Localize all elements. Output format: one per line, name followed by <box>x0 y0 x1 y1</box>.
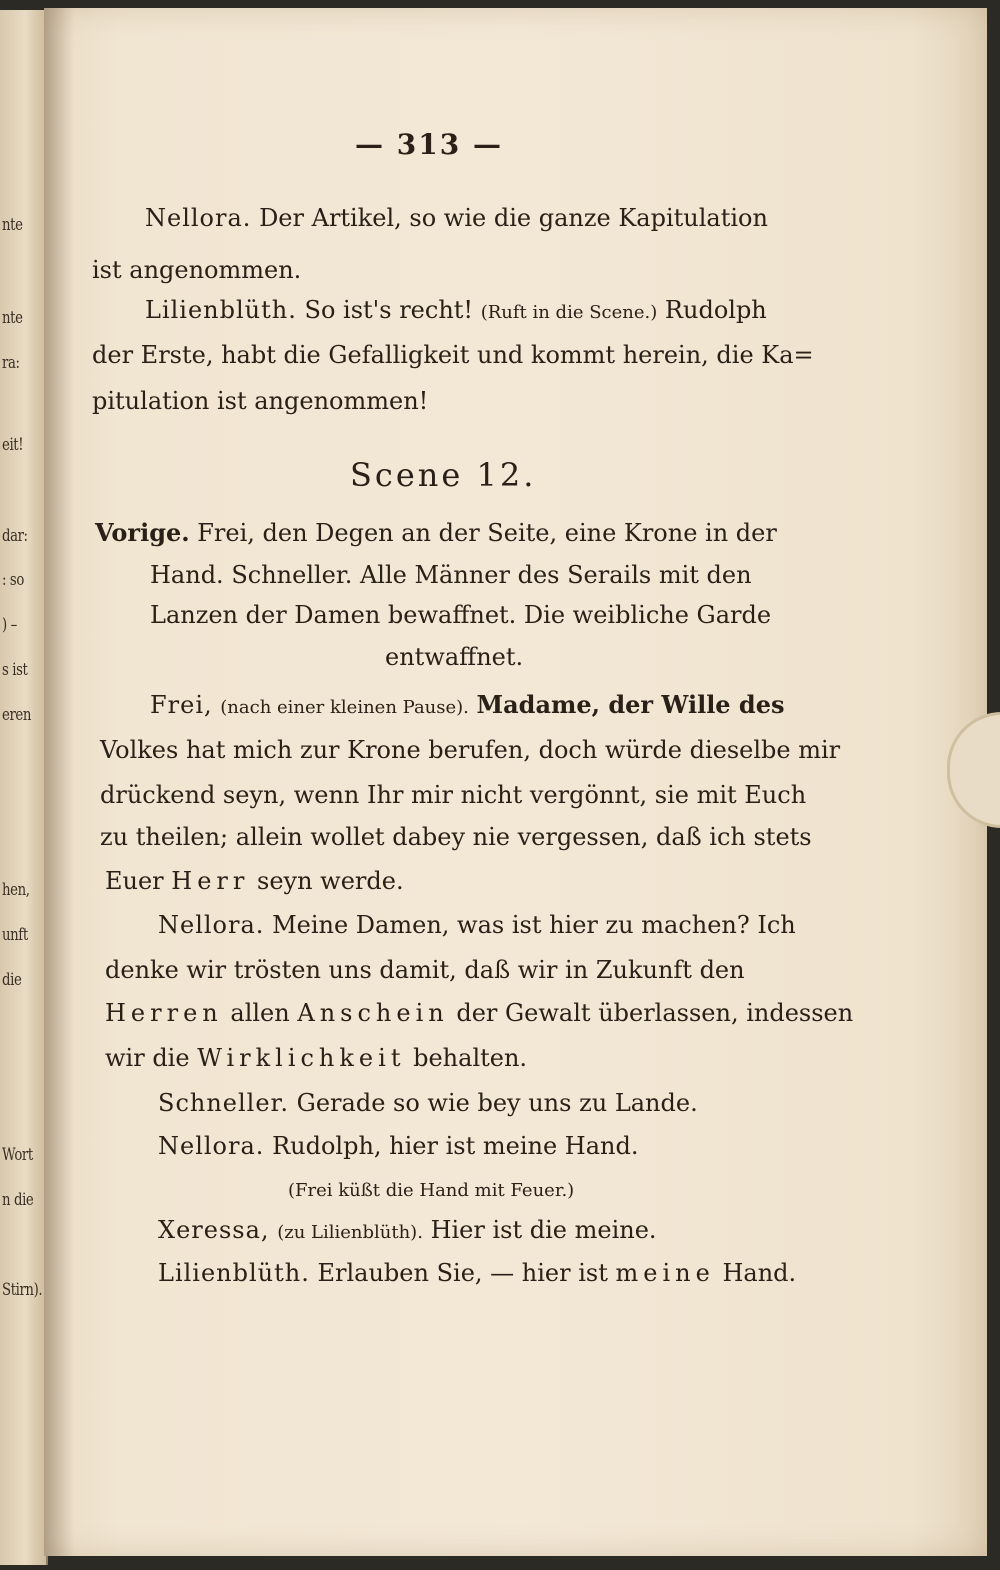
line-text: Euer <box>105 867 164 895</box>
line-text: Der Artikel, so wie die ganze Kapitulation <box>259 204 768 232</box>
line-text: Herr <box>171 867 250 895</box>
text-line <box>145 295 767 328</box>
margin-fragment: : so <box>2 570 24 590</box>
line-text: Rudolph, hier ist meine Hand. <box>272 1132 639 1160</box>
margin-fragment: s ist <box>2 660 28 680</box>
text-line: Hand. Schneller. Alle Männer des Serails mit den <box>150 561 752 589</box>
stage-label: Vorige. <box>95 518 190 547</box>
margin-fragment: nte <box>2 308 23 328</box>
text-line: der Erste, habt die Gefalligkeit und kommt herein, die Ka= <box>92 341 814 369</box>
text-line <box>95 518 777 548</box>
stage-direction: (Frei küßt die Hand mit Feuer.) <box>288 1180 575 1201</box>
margin-fragment: ra: <box>2 353 20 373</box>
line-text: Hier ist die meine. <box>430 1216 657 1244</box>
line-text: Meine Damen, was ist hier zu machen? Ich <box>272 911 796 939</box>
line-text: Frei, den Degen an der Seite, eine Krone in der <box>197 519 777 547</box>
speaker-name: Xeressa, <box>158 1216 270 1244</box>
margin-fragment: Wort <box>2 1145 33 1165</box>
line-text: Herren <box>105 999 223 1027</box>
text-line <box>158 1258 796 1288</box>
line-text: behalten. <box>413 1044 528 1072</box>
margin-fragment: eren <box>2 705 32 725</box>
speaker-name: Lilienblüth. <box>145 296 297 324</box>
line-text: allen <box>230 999 290 1027</box>
text-line: entwaffnet. <box>385 643 524 671</box>
margin-fragment: Stirn). <box>2 1280 43 1300</box>
text-line: Volkes hat mich zur Krone berufen, doch würde dieselbe mir <box>100 736 841 764</box>
text-line <box>158 910 796 940</box>
line-text: Rudolph <box>664 296 767 324</box>
line-text: Hand. <box>722 1259 797 1287</box>
stage-direction: (Ruft in die Scene.) <box>480 302 658 323</box>
line-text: wir die <box>105 1044 190 1072</box>
margin-fragment: nte <box>2 215 23 235</box>
text-line: Lanzen der Damen bewaffnet. Die weibliche Garde <box>150 601 772 629</box>
facing-page-edge <box>0 10 48 1565</box>
line-text: Wirklichkeit <box>197 1044 406 1072</box>
speaker-name: Nellora. <box>158 911 265 939</box>
margin-fragment: unft <box>2 925 28 945</box>
line-text: der Gewalt überlassen, indessen <box>456 999 854 1027</box>
scene-heading: Scene 12. <box>350 456 537 494</box>
text-line: drückend seyn, wenn Ihr mir nicht vergönnt, sie mit Euch <box>100 781 807 809</box>
text-line <box>158 1131 638 1161</box>
speaker-name: Lilienblüth. <box>158 1259 310 1287</box>
line-text: meine <box>615 1259 715 1287</box>
text-line <box>105 866 404 896</box>
margin-fragment: dar: <box>2 526 28 546</box>
text-line <box>158 1215 657 1248</box>
text-line <box>158 1088 698 1118</box>
spine-shadow <box>44 8 74 1556</box>
line-text: Erlauben Sie, — hier ist <box>317 1259 608 1287</box>
line-text: So ist's recht! <box>304 296 474 324</box>
speaker-name: Schneller. <box>158 1089 290 1117</box>
text-line <box>150 690 785 723</box>
stage-direction: (zu Lilienblüth). <box>277 1222 423 1243</box>
page-number: — 313 — <box>355 128 503 161</box>
line-text: seyn werde. <box>257 867 404 895</box>
line-text: Madame, der Wille des <box>476 690 785 719</box>
text-line: denke wir trösten uns damit, daß wir in Zukunft den <box>105 956 745 984</box>
text-line: zu theilen; allein wollet dabey nie vergessen, daß ich stets <box>100 823 812 851</box>
text-line <box>145 203 768 233</box>
speaker-name: Frei, <box>150 691 213 719</box>
speaker-name: Nellora. <box>145 204 252 232</box>
text-line <box>105 998 853 1028</box>
text-line: pitulation ist angenommen! <box>92 387 429 415</box>
text-line: ist angenommen. <box>92 256 302 284</box>
stage-direction: (nach einer kleinen Pause). <box>220 697 469 718</box>
margin-fragment: hen, <box>2 880 30 900</box>
line-text: Gerade so wie bey uns zu Lande. <box>296 1089 698 1117</box>
text-line <box>105 1043 527 1073</box>
speaker-name: Nellora. <box>158 1132 265 1160</box>
line-text: Anschein <box>297 999 449 1027</box>
margin-fragment: die <box>2 970 22 990</box>
margin-fragment: eit! <box>2 435 24 455</box>
margin-fragment: ) – <box>2 615 17 635</box>
margin-fragment: n die <box>2 1190 34 1210</box>
